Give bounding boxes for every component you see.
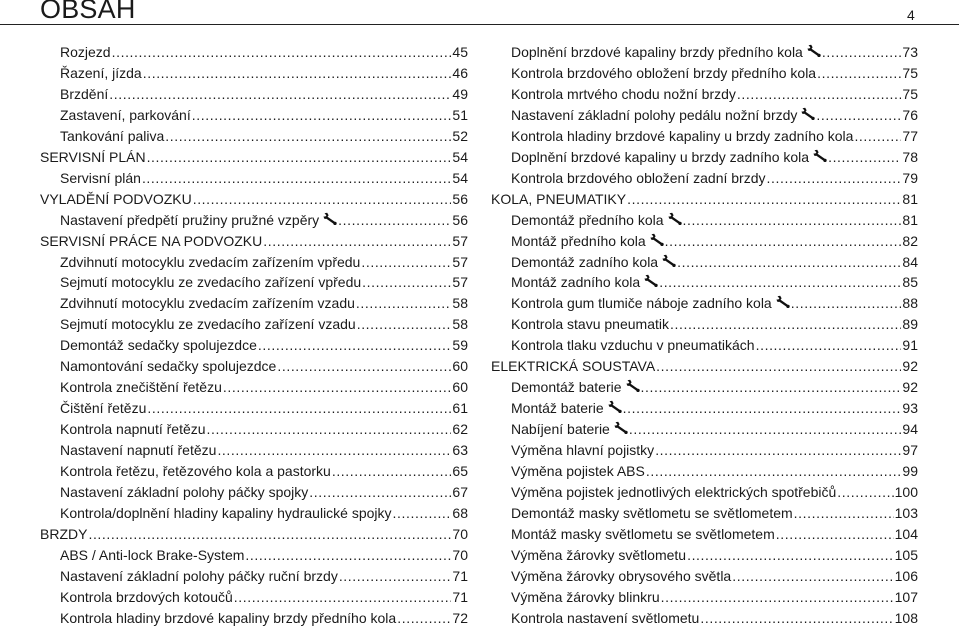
dot-leader [338, 210, 451, 231]
dot-leader [309, 482, 451, 503]
dot-leader [665, 231, 902, 252]
toc-entry-title: Rozjezd [60, 44, 111, 60]
toc-entry-title: Zastavení, parkování [60, 106, 191, 123]
dot-leader [854, 126, 901, 147]
dot-leader [816, 105, 901, 126]
toc-entry[interactable] [40, 566, 468, 587]
toc-entry-title: Čištění řetězu [60, 400, 147, 417]
toc-page-number: 104 [894, 525, 918, 542]
toc-page-number: 85 [902, 274, 918, 291]
toc-page-number: 91 [902, 337, 918, 354]
toc-entry[interactable] [491, 587, 918, 608]
toc-entry[interactable] [40, 293, 468, 314]
toc-entry[interactable] [491, 545, 918, 566]
toc-page-number: 71 [452, 567, 468, 584]
dot-leader [165, 126, 451, 147]
dot-leader [791, 293, 902, 314]
dot-leader [112, 42, 452, 63]
dot-leader [776, 524, 894, 545]
toc-entry[interactable] [491, 252, 918, 273]
dot-leader [700, 608, 893, 629]
toc-entry-title: SERVISNÍ PLÁN [40, 148, 146, 165]
toc-page-number: 54 [452, 169, 468, 186]
toc-entry[interactable] [491, 231, 918, 252]
toc-page-number: 100 [894, 483, 918, 500]
dot-leader [756, 335, 902, 356]
dot-leader [677, 252, 901, 273]
toc-page-number: 103 [894, 504, 918, 521]
toc-entry[interactable] [491, 461, 918, 482]
toc-entry[interactable] [40, 42, 468, 63]
toc-entry-title: ABS / Anti-lock Brake-System [60, 546, 245, 563]
toc-page-number: 65 [452, 463, 468, 479]
toc-entry-title: Kontrola nastavení světlometu [511, 609, 700, 626]
toc-entry-title: Kontrola napnutí řetězu [60, 421, 206, 438]
toc-page-number: 89 [902, 316, 918, 333]
toc-page-number: 93 [902, 400, 918, 417]
toc-page-number: 58 [452, 316, 468, 333]
toc-page-number: 70 [452, 525, 468, 542]
dot-leader [661, 587, 894, 608]
toc-entry[interactable] [40, 440, 468, 461]
dot-leader [362, 272, 451, 293]
toc-entry[interactable] [491, 210, 918, 231]
toc-entry-title: Kontrola řetězu, řetězového kola a pastorku [60, 463, 331, 479]
toc-entry-title: Doplnění brzdové kapaliny u brzdy zadního kola [511, 148, 810, 165]
toc-entry-title: Doplnění brzdové kapaliny brzdy předního kola [511, 44, 803, 60]
toc-entry-title: BRZDY [40, 525, 88, 542]
toc-entry-title: Nastavení základní polohy páčky ruční brzdy [60, 567, 338, 584]
toc-entry[interactable] [491, 524, 918, 545]
page-title: OBSAH [40, 0, 136, 24]
toc-entry-title: Servisní plán [60, 169, 141, 186]
toc-page-number: 99 [902, 463, 918, 479]
dot-leader [234, 587, 452, 608]
wrench-icon [807, 42, 821, 55]
toc-entry-title: Kontrola brzdového obložení zadní brzdy [511, 169, 766, 186]
toc-page-number: 59 [452, 337, 468, 354]
toc-page-number: 77 [902, 127, 918, 144]
toc-entry[interactable] [40, 461, 468, 482]
toc-page-number: 60 [452, 358, 468, 375]
toc-entry[interactable] [491, 42, 918, 63]
dot-leader [217, 440, 451, 461]
toc-entry[interactable] [491, 126, 918, 147]
toc-entry[interactable] [40, 377, 468, 398]
toc-entry[interactable] [491, 272, 918, 293]
toc-entry-title: Kontrola mrtvého chodu nožní brzdy [511, 85, 736, 102]
toc-page-number: 46 [452, 64, 468, 81]
toc-entry[interactable] [491, 63, 918, 84]
toc-page-number: 75 [902, 85, 918, 102]
toc-page-number: 68 [452, 504, 468, 521]
toc-section[interactable] [40, 189, 468, 210]
wrench-icon [644, 272, 658, 285]
dot-leader [687, 545, 894, 566]
toc-section[interactable] [40, 524, 468, 545]
dot-leader [361, 252, 451, 273]
wrench-icon [650, 231, 664, 244]
toc-page-number: 106 [894, 567, 918, 584]
toc-entry-title: Namontování sedačky spolujezdce [60, 358, 277, 375]
toc-page-number: 63 [452, 442, 468, 459]
dot-leader [142, 168, 451, 189]
toc-entry-title: Kontrola znečištění řetězu [60, 379, 222, 396]
toc-entry-title: Zdvihnutí motocyklu zvedacím zařízením vpředu [60, 253, 361, 270]
toc-page-number: 49 [452, 85, 468, 102]
toc-entry-title: Nastavení předpětí pružiny pružné vzpěry [60, 211, 320, 228]
toc-entry[interactable] [491, 335, 918, 356]
toc-page-number: 51 [452, 106, 468, 123]
toc-entry-title: ELEKTRICKÁ SOUSTAVA [491, 358, 656, 375]
toc-page-number: 92 [902, 379, 918, 396]
dot-leader [332, 461, 452, 482]
toc-entry[interactable] [40, 335, 468, 356]
toc-entry[interactable] [40, 210, 468, 231]
dot-leader [277, 356, 451, 377]
dot-leader [737, 84, 902, 105]
toc-entry-title: Sejmutí motocyklu ze zvedacího zařízení vpředu [60, 274, 362, 291]
toc-entry-title: Sejmutí motocyklu ze zvedacího zařízení vzadu [60, 316, 356, 333]
toc-page-number: 84 [902, 253, 918, 270]
dot-leader [109, 84, 451, 105]
toc-entry[interactable] [40, 419, 468, 440]
dot-leader [245, 545, 451, 566]
toc-page-number: 57 [452, 274, 468, 291]
toc-page-number: 54 [452, 148, 468, 165]
toc-page-number: 79 [902, 169, 918, 186]
toc-page-number: 92 [902, 358, 918, 375]
dot-leader [193, 189, 452, 210]
dot-leader [629, 419, 902, 440]
toc-page-number: 82 [902, 232, 918, 249]
toc-entry-title: Výměna pojistek jednotlivých elektrických spotřebičů [511, 483, 837, 500]
dot-leader [641, 377, 902, 398]
toc-page-number: 52 [452, 127, 468, 144]
dot-leader [357, 314, 452, 335]
dot-leader [223, 377, 452, 398]
toc-page-number: 81 [902, 211, 918, 228]
toc-entry[interactable] [40, 482, 468, 503]
toc-entry-title: Kontrola hladiny brzdové kapaliny u brzdy zadního kola [511, 127, 854, 144]
toc-page-number: 107 [894, 588, 918, 605]
dot-leader [263, 231, 451, 252]
toc-entry-title: Řazení, jízda [60, 64, 142, 81]
wrench-icon [776, 293, 790, 306]
toc-entry-title: Demontáž baterie [511, 379, 622, 396]
dot-leader [767, 168, 902, 189]
toc-entry-title: Brzdění [60, 85, 109, 102]
toc-entry-title: VYLADĚNÍ PODVOZKU [40, 190, 192, 207]
toc-entry[interactable] [40, 314, 468, 335]
toc-page-number: 58 [452, 295, 468, 312]
toc-page-number: 97 [902, 442, 918, 459]
dot-leader [822, 42, 902, 63]
toc-entry[interactable] [40, 168, 468, 189]
toc-entry[interactable] [491, 566, 918, 587]
toc-entry-title: Výměna hlavní pojistky [511, 442, 655, 459]
dot-leader [207, 419, 452, 440]
toc-entry-title: SERVISNÍ PRÁCE NA PODVOZKU [40, 232, 263, 249]
dot-leader [659, 272, 901, 293]
dot-leader [143, 63, 452, 84]
toc-entry-title: Montáž masky světlometu se světlometem [511, 525, 775, 542]
toc-entry[interactable] [491, 293, 918, 314]
toc-entry[interactable] [491, 608, 918, 629]
toc-page-number: 56 [452, 190, 468, 207]
page-number: 4 [907, 7, 915, 23]
toc-entry-title: KOLA, PNEUMATIKY [491, 190, 627, 207]
page-header [0, 0, 959, 26]
header-rule [0, 24, 959, 25]
toc-entry[interactable] [40, 608, 468, 629]
dot-leader [88, 524, 451, 545]
dot-leader [794, 503, 894, 524]
toc-entry[interactable] [491, 84, 918, 105]
toc-entry[interactable] [40, 272, 468, 293]
toc-entry[interactable] [491, 314, 918, 335]
toc-entry-title: Nastavení základní polohy pedálu nožní brzdy [511, 106, 798, 123]
dot-leader [356, 293, 452, 314]
toc-entry-title: Kontrola brzdových kotoučů [60, 588, 233, 605]
toc-entry-title: Kontrola tlaku vzduchu v pneumatikách [511, 337, 755, 354]
dot-leader [339, 566, 452, 587]
dot-leader [192, 105, 452, 126]
toc-entry[interactable] [40, 84, 468, 105]
toc-page-number: 45 [452, 44, 468, 60]
toc-entry-title: Nastavení napnutí řetězu [60, 442, 217, 459]
wrench-icon [813, 147, 827, 160]
toc-entry[interactable] [40, 252, 468, 273]
toc-entry[interactable] [40, 126, 468, 147]
toc-entry[interactable] [491, 105, 918, 126]
toc-page-number: 57 [452, 232, 468, 249]
toc-entry-title: Nastavení základní polohy páčky spojky [60, 483, 309, 500]
wrench-icon [668, 210, 682, 223]
toc-entry-title: Kontrola stavu pneumatik [511, 316, 669, 333]
toc-entry-title: Montáž předního kola [511, 232, 646, 249]
toc-entry[interactable] [491, 398, 918, 419]
toc-entry[interactable] [491, 419, 918, 440]
toc-section[interactable] [491, 356, 918, 377]
toc-entry[interactable] [491, 377, 918, 398]
toc-page-number: 56 [452, 211, 468, 228]
toc-page-number: 57 [452, 253, 468, 270]
dot-leader [393, 503, 452, 524]
dot-leader [258, 335, 452, 356]
toc-entry-title: Demontáž předního kola [511, 211, 664, 228]
toc-entry[interactable] [40, 398, 468, 419]
toc-entry-title: Výměna žárovky blinkru [511, 588, 660, 605]
dot-leader [147, 398, 451, 419]
toc-entry[interactable] [40, 503, 468, 524]
dot-leader [817, 63, 901, 84]
toc-entry[interactable] [40, 587, 468, 608]
toc-page-number: 62 [452, 421, 468, 438]
toc-page-number: 61 [452, 400, 468, 417]
wrench-icon [323, 210, 337, 223]
toc-page-number: 88 [902, 295, 918, 312]
toc-page-number: 72 [452, 609, 468, 626]
toc-entry-title: Montáž zadního kola [511, 274, 641, 291]
toc-entry[interactable] [40, 105, 468, 126]
dot-leader [656, 356, 901, 377]
toc-entry[interactable] [40, 63, 468, 84]
toc-section[interactable] [40, 147, 468, 168]
toc-entry[interactable] [491, 440, 918, 461]
toc-entry-title: Výměna žárovky obrysového světla [511, 567, 732, 584]
toc-page-number: 60 [452, 379, 468, 396]
toc-entry-title: Kontrola gum tlumiče náboje zadního kola [511, 295, 772, 312]
dot-leader [828, 147, 901, 168]
toc-page-number: 81 [902, 190, 918, 207]
toc-page-number: 75 [902, 64, 918, 81]
wrench-icon [614, 419, 628, 432]
dot-leader [646, 461, 902, 482]
toc-entry-title: Nabíjení baterie [511, 421, 610, 438]
dot-leader [837, 482, 893, 503]
toc-entry[interactable] [40, 545, 468, 566]
dot-leader [623, 398, 902, 419]
toc-page-number: 70 [452, 546, 468, 563]
toc-entry-title: Výměna žárovky světlometu [511, 546, 687, 563]
toc-page-number: 78 [902, 148, 918, 165]
toc-entry[interactable] [491, 482, 918, 503]
toc-entry-title: Tankování paliva [60, 127, 165, 144]
toc-entry-title: Demontáž zadního kola [511, 253, 659, 270]
toc-page-number: 71 [452, 588, 468, 605]
toc-section[interactable] [491, 189, 918, 210]
toc-entry-title: Zdvihnutí motocyklu zvedacím zařízením vzadu [60, 295, 355, 312]
dot-leader [732, 566, 893, 587]
toc-page-number: 76 [902, 106, 918, 123]
toc-entry-title: Demontáž sedačky spolujezdce [60, 337, 257, 354]
toc-entry[interactable] [491, 168, 918, 189]
toc-section[interactable] [40, 231, 468, 252]
toc-entry-title: Kontrola brzdového obložení brzdy předního kola [511, 64, 817, 81]
dot-leader [655, 440, 901, 461]
wrench-icon [662, 252, 676, 265]
toc-entry[interactable] [40, 356, 468, 377]
toc-entry-title: Kontrola hladiny brzdové kapaliny brzdy předního kola [60, 609, 397, 626]
toc-entry[interactable] [491, 147, 918, 168]
toc-page-number: 94 [902, 421, 918, 438]
wrench-icon [608, 398, 622, 411]
dot-leader [670, 314, 901, 335]
toc-entry-title: Montáž baterie [511, 400, 604, 417]
wrench-icon [801, 105, 815, 118]
wrench-icon [626, 377, 640, 390]
toc-page-number: 108 [894, 609, 918, 626]
toc-entry-title: Kontrola/doplnění hladiny kapaliny hydraulické spojky [60, 504, 392, 521]
dot-leader [627, 189, 901, 210]
toc-page-number: 105 [894, 546, 918, 563]
dot-leader [683, 210, 902, 231]
toc-page-number: 67 [452, 483, 468, 500]
toc-page-number: 73 [902, 44, 918, 60]
toc-entry-title: Demontáž masky světlometu se světlometem [511, 504, 793, 521]
toc-entry-title: Výměna pojistek ABS [511, 463, 645, 479]
toc-entry[interactable] [491, 503, 918, 524]
dot-leader [397, 608, 451, 629]
dot-leader [147, 147, 452, 168]
